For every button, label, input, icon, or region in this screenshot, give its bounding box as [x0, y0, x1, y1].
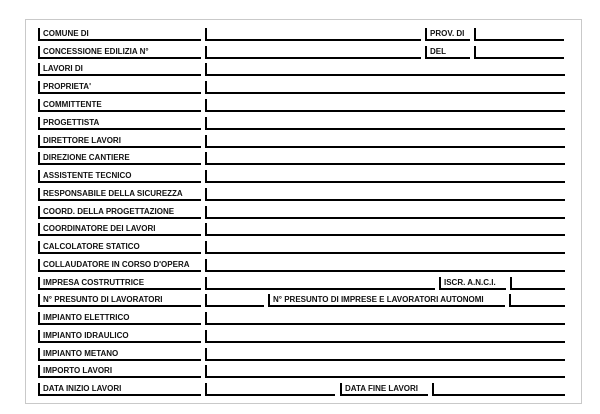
field-calcolatore-statico[interactable] — [205, 241, 565, 254]
field-proprieta[interactable] — [205, 81, 565, 94]
field-data-inizio[interactable] — [205, 383, 335, 396]
field-lavori-di[interactable] — [205, 63, 565, 76]
field-coordinatore-lavori[interactable] — [205, 223, 565, 236]
label-assistente-tecnico: ASSISTENTE TECNICO — [38, 170, 201, 183]
label-importo-lavori: IMPORTO LAVORI — [38, 365, 201, 378]
label-calcolatore-statico: CALCOLATORE STATICO — [38, 241, 201, 254]
label-presunto-lavoratori: N° PRESUNTO DI LAVORATORI — [38, 294, 201, 307]
label-lavori-di: LAVORI DI — [38, 63, 201, 76]
field-prov[interactable] — [474, 28, 564, 41]
field-del[interactable] — [474, 46, 564, 59]
field-impianto-metano[interactable] — [205, 348, 565, 361]
label-coordinatore-lavori: COORDINATORE DEI LAVORI — [38, 223, 201, 236]
label-proprieta: PROPRIETA' — [38, 81, 201, 94]
field-impianto-elettrico[interactable] — [205, 312, 565, 325]
label-coord-progettazione: COORD. DELLA PROGETTAZIONE — [38, 206, 201, 219]
label-data-fine: DATA FINE LAVORI — [340, 383, 428, 396]
field-presunto-lavoratori[interactable] — [205, 294, 264, 307]
label-impresa-costruttrice: IMPRESA COSTRUTTRICE — [38, 277, 201, 290]
field-direttore-lavori[interactable] — [205, 135, 565, 148]
field-concessione[interactable] — [205, 46, 421, 59]
label-direzione-cantiere: DIREZIONE CANTIERE — [38, 152, 201, 165]
field-committente[interactable] — [205, 99, 565, 112]
field-responsabile-sicurezza[interactable] — [205, 188, 565, 201]
field-assistente-tecnico[interactable] — [205, 170, 565, 183]
label-progettista: PROGETTISTA — [38, 117, 201, 130]
field-collaudatore[interactable] — [205, 259, 565, 272]
field-direzione-cantiere[interactable] — [205, 152, 565, 165]
label-presunto-imprese: N° PRESUNTO DI IMPRESE E LAVORATORI AUTONOMI — [268, 294, 505, 307]
field-impianto-idraulico[interactable] — [205, 330, 565, 343]
field-impresa-costruttrice[interactable] — [205, 277, 435, 290]
field-coord-progettazione[interactable] — [205, 206, 565, 219]
field-presunto-imprese[interactable] — [509, 294, 565, 307]
label-impianto-idraulico: IMPIANTO IDRAULICO — [38, 330, 201, 343]
label-committente: COMMITTENTE — [38, 99, 201, 112]
label-concessione: CONCESSIONE EDILIZIA N° — [38, 46, 201, 59]
label-data-inizio: DATA INIZIO LAVORI — [38, 383, 201, 396]
field-iscr-anci[interactable] — [510, 277, 565, 290]
field-importo-lavori[interactable] — [205, 365, 565, 378]
label-prov: PROV. DI — [425, 28, 470, 41]
label-impianto-elettrico: IMPIANTO ELETTRICO — [38, 312, 201, 325]
label-comune: COMUNE DI — [38, 28, 201, 41]
label-collaudatore: COLLAUDATORE IN CORSO D'OPERA — [38, 259, 201, 272]
label-responsabile-sicurezza: RESPONSABILE DELLA SICUREZZA — [38, 188, 201, 201]
label-del: DEL — [425, 46, 470, 59]
label-direttore-lavori: DIRETTORE LAVORI — [38, 135, 201, 148]
cantiere-sign-form — [25, 19, 582, 404]
label-iscr-anci: ISCR. A.N.C.I. — [439, 277, 506, 290]
field-comune[interactable] — [205, 28, 421, 41]
field-progettista[interactable] — [205, 117, 565, 130]
label-impianto-metano: IMPIANTO METANO — [38, 348, 201, 361]
field-data-fine[interactable] — [432, 383, 565, 396]
